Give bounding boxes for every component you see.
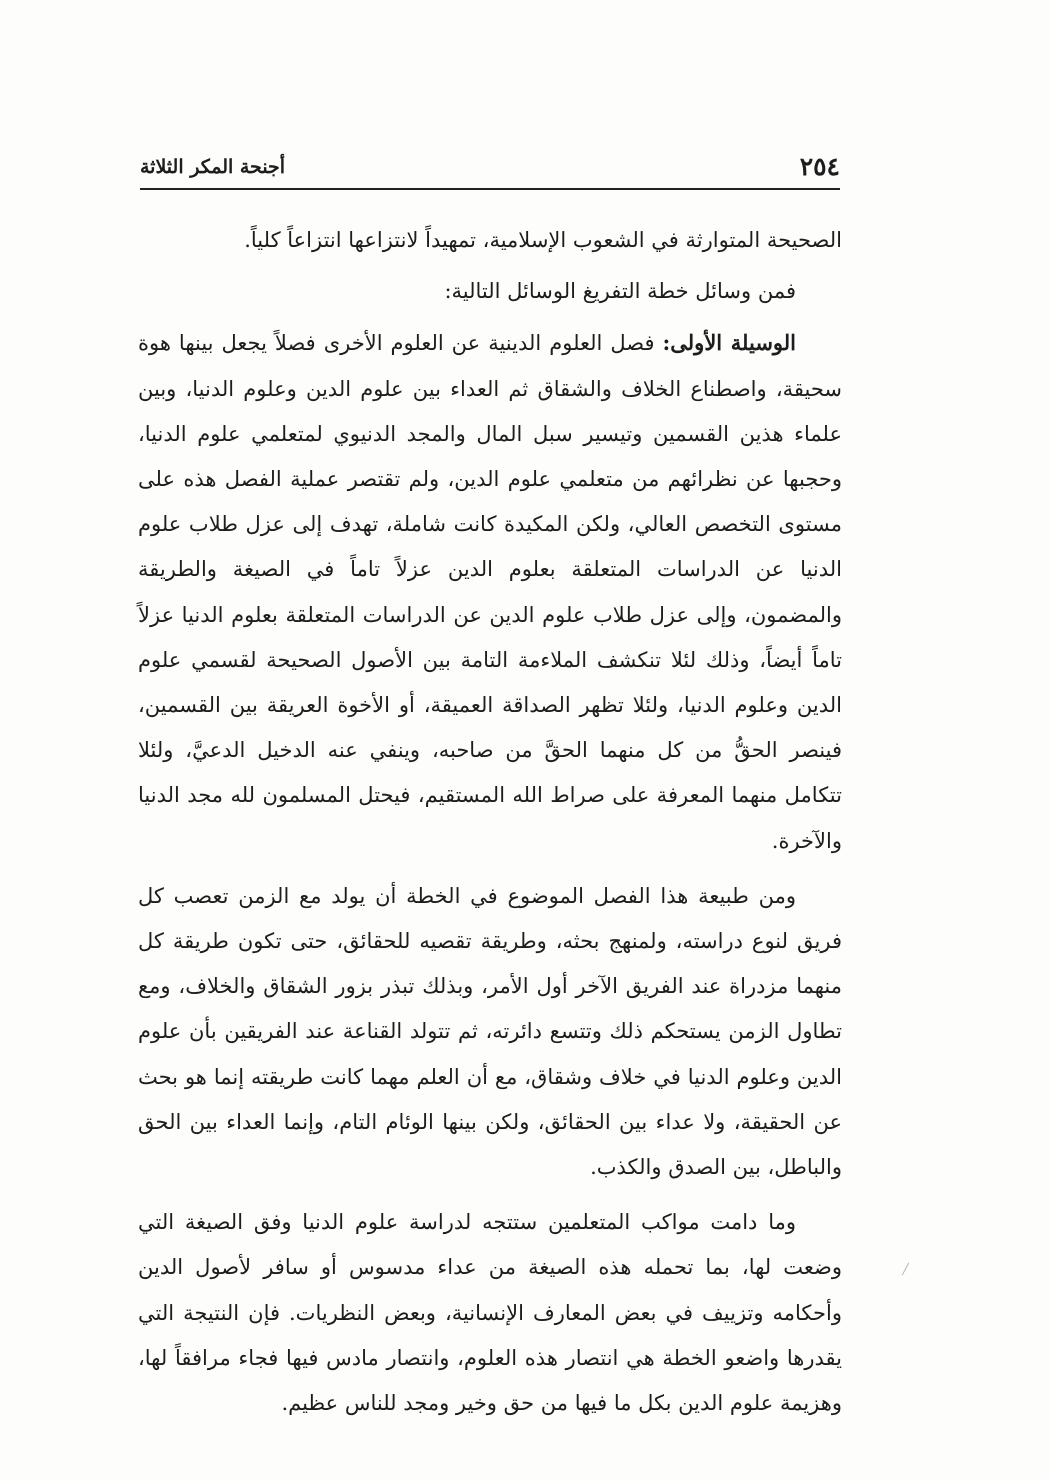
stray-pen-mark: [902, 1263, 909, 1276]
header-rule: [140, 188, 840, 190]
first-means-text: فصل العلوم الدينية عن العلوم الأخرى فصلاً يجعل بينها هوة سحيقة، واصطناع الخلاف والشقاق ثم العداء بين علوم الدين وعلوم الدنيا، وبين علماء هذين القسمين وتيسير سبل المال والمجد الدنيوي لمتعلمي علوم الدنيا، وحجبها عن نظرائهم من متعلمي علوم الدين، ولم تقتصر عملية الفصل هذه على مستوى التخصص العالي، ولكن المكيدة كانت شاملة، تهدف إلى عزل طلاب علوم الدنيا عن الدراسات المتعلقة بعلوم الدين عزلاً تاماً في الصيغة والطريقة والمضمون، وإلى عزل طلاب علوم الدين عن الدراسات المتعلقة بعلوم الدنيا عزلاً تاماً أيضاً، وذلك لئلا تنكشف الملاءمة التامة بين الأصول الصحيحة لقسمي علوم الدين وعلوم الدنيا، ولئلا تظهر الصداقة العميقة، أو الأخوة العريقة بين القسمين، فينصر الحقُّ من كل منهما الحقَّ من صاحبه، وينفي عنه الدخيل الدعيَّ، ولئلا تتكامل منهما المعرفة على صراط الله المستقيم، فيحتل المسلمون لله مجد الدنيا والآخرة.: [138, 331, 842, 853]
paragraph-means-intro: فمن وسائل خطة التفريغ الوسائل التالية:: [444, 279, 796, 304]
page-header: [140, 150, 840, 182]
paragraph-result: وما دامت مواكب المتعلمين ستتجه لدراسة علوم الدنيا وفق الصيغة التي وضعت لها، بما تحمله هذه الصيغة من عداء مدسوس أو سافر لأصول الدين وأحكامه وتزييف في بعض المعارف الإنسانية، وبعض النظريات. فإن النتيجة التي يقدرها واضعو الخطة هي انتصار هذه العلوم، وانتصار مادس فيها فجاء مرافقاً لها، وهزيمة علوم الدين بكل ما فيها من حق وخير ومجد للناس عظيم.: [138, 1210, 842, 1416]
body-text: [138, 218, 842, 1426]
paragraph-first-means: [138, 320, 842, 863]
first-means-term: الوسيلة الأولى:: [662, 330, 796, 356]
paragraph-continuation: الصحيحة المتوارثة في الشعوب الإسلامية، تمهيداً لانتزاعها انتزاعاً كلياً.: [244, 228, 842, 252]
running-title: أجنحة المكر الثلاثة: [140, 156, 286, 178]
page-number: ٢٥٤: [799, 152, 840, 181]
paragraph-nature-of-separation: ومن طبيعة هذا الفصل الموضوع في الخطة أن يولد مع الزمن تعصب كل فريق لنوع دراسته، ولمنهج بحثه، وطريقة تقصيه للحقائق، حتى تكون طريقة كل منهما مزدراة عند الفريق الآخر أول الأمر، وبذلك تبذر بزور الشقاق والخلاف، ومع تطاول الزمن يستحكم ذلك وتتسع دائرته، ثم تتولد القناعة عند الفريقين بأن علوم الدين وعلوم الدنيا في خلاف وشقاق، مع أن العلم مهما كانت طريقته إنما هو بحث عن الحقيقة، ولا عداء بين الحقائق، ولكن بينها الوئام التام، وإنما العداء بين الحق والباطل، بين الصدق والكذب.: [138, 883, 842, 1180]
